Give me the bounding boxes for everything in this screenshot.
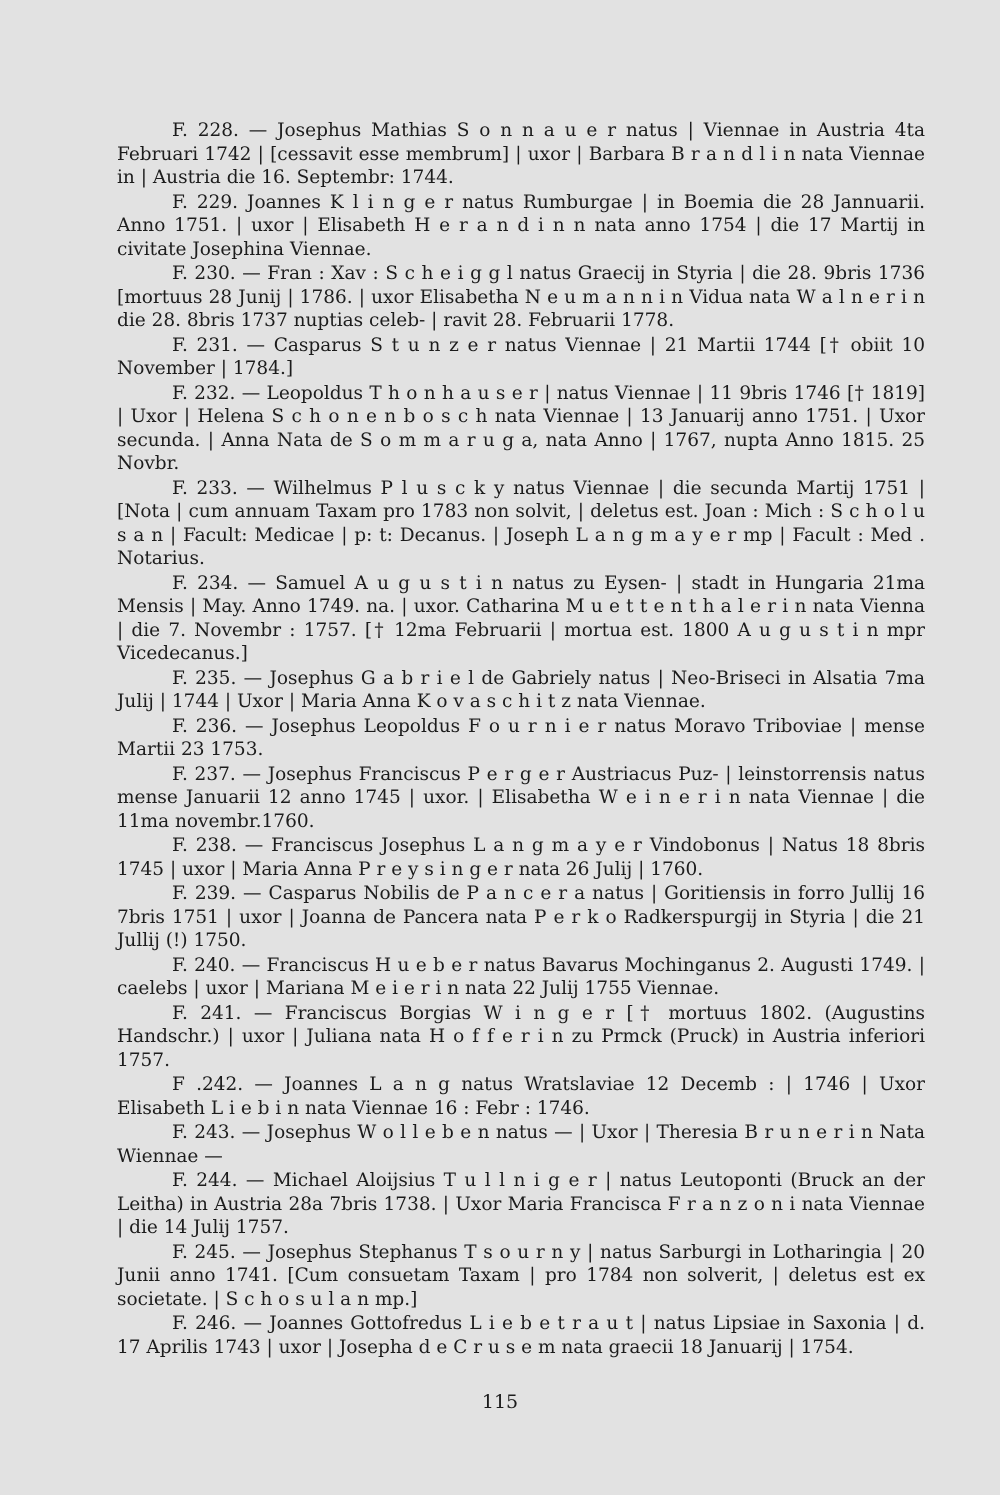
entry-229: F. 229. Joannes K l i n g e r natus Rumburgae | in Boemia die 28 Jannuarii. Anno 1751. | uxor | Elisabeth H e r a n d i n n nata anno 1754 | die 17 Martij in civitate Josephina Viennae.: [117, 191, 925, 260]
entry-230: F. 230. — Fran : Xav : S c h e i g g l natus Graecij in Styria | die 28. 9bris 1736 [mortuus 28 Junij | 1786. | uxor Elisabetha N e u m a n n i n Vidua nata W a l n e r i n die 28. 8bris 1737 nuptias celeb- | ravit 28. Februarii 1778.: [117, 263, 925, 331]
entry-239: F. 239. — Casparus Nobilis de P a n c e r a natus | Goritiensis in forro Jullij 16 7bris 1751 | uxor | Joanna de Pancera nata P e r k o Radkerspurgij in Styria | die 21 Jullij (!) 1750.: [117, 883, 925, 951]
entry-237: F. 237. — Josephus Franciscus P e r g e r Austriacus Puz- | leinstorrensis natus mense Januarii 12 anno 1745 | uxor. | Elisabetha W e i n e r i n nata Viennae | die 11ma novembr.1760.: [117, 763, 925, 832]
entry-232: F. 232. — Leopoldus T h o n h a u s e r | natus Viennae | 11 9bris 1746 [† 1819] | Uxor | Helena S c h o n e n b o s c h nata Viennae | 13 Januarij anno 1751. | Uxor secunda. | Anna Nata de S o m m a r u g a, nata Anno | 1767, nupta Anno 1815. 25 Novbr.: [117, 382, 925, 474]
entry-246: F. 246. — Joannes Gottofredus L i e b e t r a u t | natus Lipsiae in Saxonia | d. 17 Aprilis 1743 | uxor | Josepha d e C r u s e m nata graecii 18 Januarij | 1754.: [117, 1313, 925, 1358]
entry-234: F. 234. — Samuel A u g u s t i n natus zu Eysen- | stadt in Hungaria 21ma Mensis | May. Anno 1749. na. | uxor. Catharina M u e t t e n t h a l e r i n nata Vienna | die 7. Novembr : 1757. [† 12ma Februarii | mortua est. 1800 A u g u s t i n mpr Vicedecanus.]: [117, 572, 925, 664]
entry-235: F. 235. — Josephus G a b r i e l de Gabriely natus | Neo-Briseci in Alsatia 7ma Julij | 1744 | Uxor | Maria Anna K o v a s c h i t z nata Viennae.: [117, 667, 925, 712]
entry-240: F. 240. — Franciscus H u e b e r natus Bavarus Mochinganus 2. Augusti 1749. | caelebs | uxor | Mariana M e i e r i n nata 22 Julij 1755 Viennae.: [117, 954, 925, 999]
entry-242: F .242. — Joannes L a n g natus Wratslaviae 12 Decemb : | 1746 | Uxor Elisabeth L i e b i n nata Viennae 16 : Febr : 1746.: [117, 1074, 925, 1119]
entries-list: [117, 119, 925, 1360]
entry-233: F. 233. — Wilhelmus P l u s c k y natus Viennae | die secunda Martij 1751 | [Nota | cum annuam Taxam pro 1783 non solvit, | deletus est. Joan : Mich : S c h o l u s a n | Facult: Medicae | p: t: Decanus. | Joseph L a n g m a y e r mp | Facult : Med . Notarius.: [117, 477, 925, 569]
entry-244: F. 244. — Michael Aloijsius T u l l n i g e r | natus Leutoponti (Bruck an der Leitha) in Austria 28a 7bris 1738. | Uxor Maria Francisca F r a n z o n i nata Viennae | die 14 Julij 1757.: [117, 1170, 925, 1238]
page-number: 115: [481, 1391, 519, 1413]
entry-243: F. 243. — Josephus W o l l e b e n natus — | Uxor | Theresia B r u n e r i n Nata Wiennae —: [117, 1122, 925, 1167]
entry-228: F. 228. — Josephus Mathias S o n n a u e r natus | Viennae in Austria 4ta Februari 1742 | [cessavit esse membrum] | uxor | Barbara B r a n d l i n nata Viennae in | Austria die 16. Septembr: 1744.: [117, 120, 925, 188]
entry-238: F. 238. — Franciscus Josephus L a n g m a y e r Vindobonus | Natus 18 8bris 1745 | uxor | Maria Anna P r e y s i n g e r nata 26 Julij | 1760.: [117, 835, 925, 880]
entry-236: F. 236. — Josephus Leopoldus F o u r n i e r natus Moravo Triboviae | mense Martii 23 1753.: [117, 715, 925, 760]
entry-241: F. 241. — Franciscus Borgias W i n g e r [† mortuus 1802. (Augustins Handschr.) | uxor | Juliana nata H o f f e r i n zu Prmck (Pruck) in Austria inferiori 1757.: [117, 1002, 925, 1071]
entry-231: F. 231. — Casparus S t u n z e r natus Viennae | 21 Martii 1744 [† obiit 10 November | 1784.]: [117, 334, 925, 379]
entry-245: F. 245. — Josephus Stephanus T s o u r n y | natus Sarburgi in Lotharingia | 20 Junii anno 1741. [Cum consuetam Taxam | pro 1784 non solverit, | deletus est ex societate. | S c h o s u l a n mp.]: [117, 1241, 925, 1310]
